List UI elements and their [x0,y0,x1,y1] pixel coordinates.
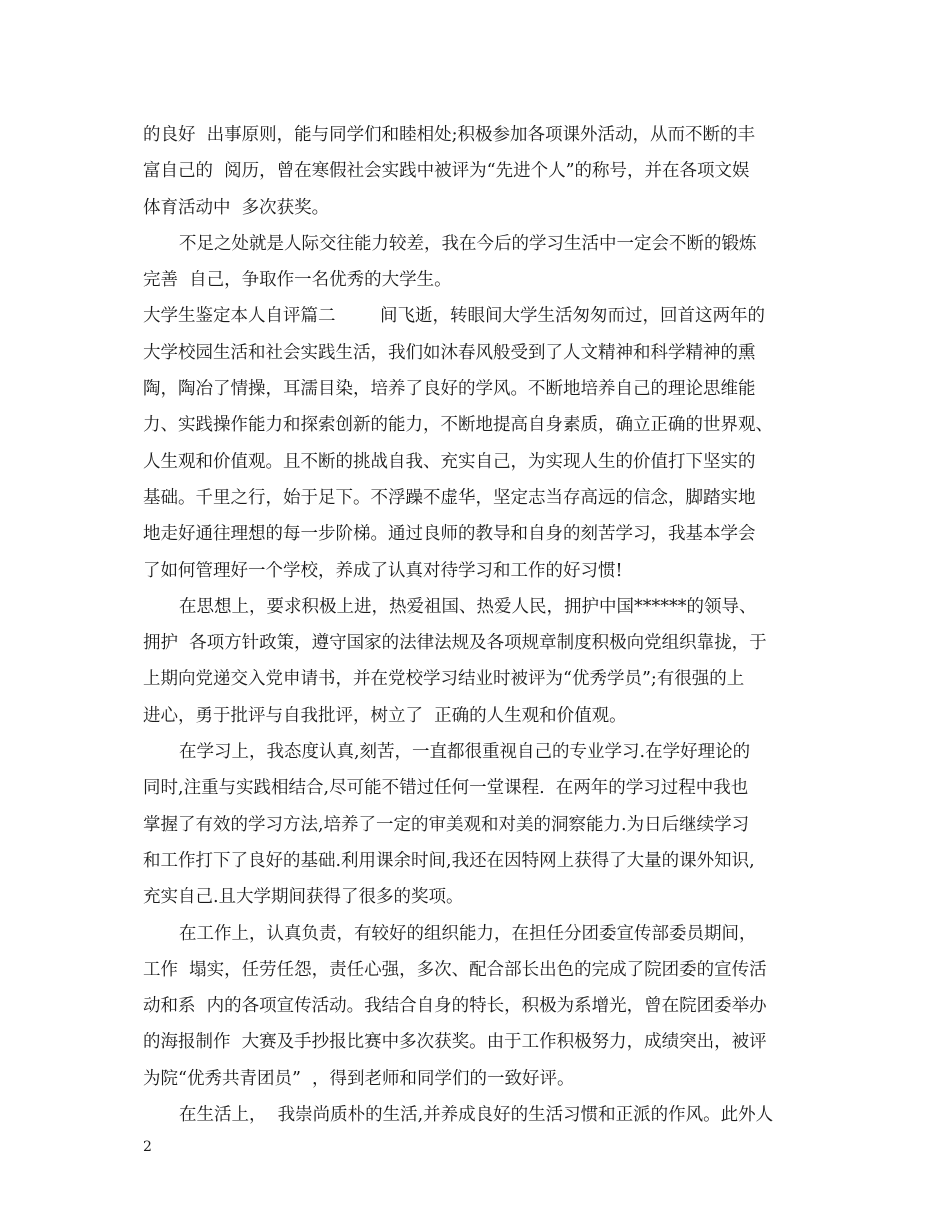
text-line: 力、实践操作能力和探索创新的能力，不断地提高自身素质，确立正确的世界观、 [143,415,773,436]
text-line: 基础。千里之行，始于足下。不浮躁不虚华，坚定志当存高远的信念，脚踏实地 [143,487,756,508]
text-line: 在思想上，要求积极上进，热爱祖国、热爱人民，拥护中国******的领导、 [179,596,757,617]
text-line: 工作 塌实，任劳任怨，责任心强，多次、配合部长出色的完成了院团委的宣传活 [143,959,767,980]
text-line: 人生观和价值观。且不断的挑战自我、充实自己，为实现人生的价值打下坚实的 [143,451,756,472]
text-line: 拥护 各项方针政策，遵守国家的法律法规及各项规章制度积极向党组织靠拢，于 [143,633,767,654]
text-line: 完善 自己，争取作一名优秀的大学生。 [143,270,452,291]
text-line: 动和系 内的各项宣传活动。我结合自身的特长，积极为系增光，曾在院团委举办 [143,996,767,1017]
text-line: 陶，陶冶了情操，耳濡目染，培养了良好的学风。不断地培养自己的理论思维能 [143,379,756,400]
text-line: 大学生鉴定本人自评篇二 间飞逝，转眼间大学生活匆匆而过，回首这两年的 [143,306,765,327]
text-line: 和工作打下了良好的基础.利用课余时间,我还在因特网上获得了大量的课外知识, [143,850,755,871]
text-line: 的海报制作 大赛及手抄报比赛中多次获奖。由于工作积极努力，成绩突出，被评 [143,1032,767,1053]
text-line: 了如何管理好一个学校，养成了认真对待学习和工作的好习惯! [143,560,623,581]
text-line: 充实自己.且大学期间获得了很多的奖项。 [143,887,464,908]
text-line: 进心，勇于批评与自我批评，树立了 正确的人生观和价值观。 [143,705,627,726]
text-line: 在学习上，我态度认真,刻苦，一直都很重视自己的专业学习.在学好理论的 [179,742,751,763]
text-line: 的良好 出事原则，能与同学们和睦相处;积极参加各项课外活动，从而不断的丰 [143,125,756,145]
text-line: 同时,注重与实践相结合,尽可能不错过任何一堂课程. 在两年的学习过程中我也 [143,778,749,799]
text-line: 掌握了有效的学习方法,培养了一定的审美观和对美的洞察能力.为日后继续学习 [143,814,750,835]
page-number: 2 [143,1139,152,1155]
text-line: 上期向党递交入党申请书，并在党校学习结业时被评为“优秀学员”;有很强的上 [143,669,745,690]
text-line: 地走好通往理想的每一步阶梯。通过良师的教导和自身的刻苦学习，我基本学会 [143,524,756,545]
text-line: 体育活动中 多次获奖。 [143,197,330,218]
text-line: 不足之处就是人际交往能力较差，我在今后的学习生活中一定会不断的锻炼 [179,233,757,254]
text-line: 为院“优秀共青团员” ，得到老师和同学们的一致好评。 [143,1068,575,1089]
text-line: 在工作上，认真负责，有较好的组织能力，在担任分团委宣传部委员期间， [179,923,757,944]
text-line: 在生活上， 我崇尚质朴的生活,并养成良好的生活习惯和正派的作风。此外人 [179,1105,774,1126]
text-line: 大学校园生活和社会实践生活，我们如沐春风般受到了人文精神和科学精神的熏 [143,342,756,363]
body-text [143,117,823,1133]
text-line: 富自己的 阅历，曾在寒假社会实践中被评为“先进个人”的称号，并在各项文娱 [143,161,750,182]
